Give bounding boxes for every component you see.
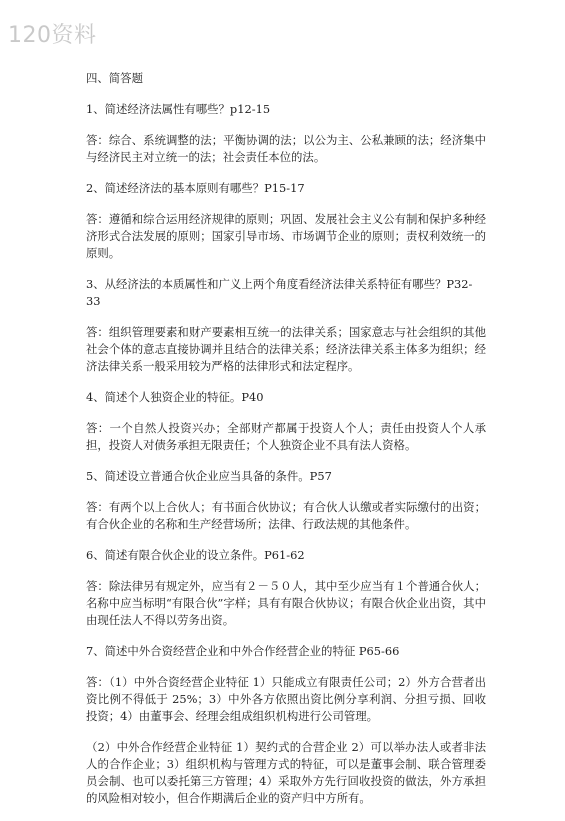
answer-1: 答：综合、系统调整的法；平衡协调的法；以公为主、公私兼顾的法；经济集中与经济民主对立统一的法；社会责任本位的法。 bbox=[86, 133, 486, 164]
answer-4: 答：一个自然人投资兴办；全部财产都属于投资人个人；责任由投资人个人承担，投资人对债务承担无限责任；个人独资企业不具有法人资格。 bbox=[86, 421, 486, 452]
document-body bbox=[86, 70, 486, 821]
section-heading: 四、简答题 bbox=[86, 71, 143, 85]
qa-item bbox=[86, 468, 486, 533]
question-4: 4、简述个人独资企业的特征。P40 bbox=[86, 390, 264, 404]
qa-item bbox=[86, 101, 486, 166]
question-7: 7、简述中外合资经营企业和中外合作经营企业的特征 P65-66 bbox=[86, 644, 400, 658]
qa-item bbox=[86, 643, 486, 725]
qa-item bbox=[86, 276, 486, 375]
answer-3: 答：组织管理要素和财产要素相互统一的法律关系；国家意志与社会组织的其他社会个体的意志直接协调并且结合的法律关系；经济法律关系主体多为组织；经济法律关系一般采用较为严格的法律形式和法定程序。 bbox=[86, 325, 486, 373]
question-3: 3、从经济法的本质属性和广义上两个角度看经济法律关系特征有哪些？P32-33 bbox=[86, 277, 473, 308]
answer-6: 答：除法律另有规定外，应当有２－５０人，其中至少应当有１个普通合伙人；名称中应当标明“有限合伙”字样；具有有限合伙协议；有限合伙企业出资，其中由现任法人不得以劳务出资。 bbox=[86, 579, 486, 627]
answer-7-part-2: （2）中外合作经营企业特征 1）契约式的合营企业 2）可以举办法人或者非法人的合作企业；3）组织机构与管理方式的特征，可以是董事会制、联合管理委员会制、也可以委托第三方管理；4）采取外方先行回收投资的做法，外方承担的风险相对较小，但合作期满后企业的资产归中方所有。 bbox=[86, 740, 486, 805]
answer-7: 答：（1）中外合资经营企业特征 1）只能成立有限责任公司；2）外方合营者出资比例不得低于 25%；3）中外各方依照出资比例分享利润、分担亏损、回收投资；4）由董事会、经理会组成组织机构进行公司管理。 bbox=[86, 675, 486, 723]
answer-5: 答：有两个以上合伙人；有书面合伙协议；有合伙人认缴或者实际缴付的出资；有合伙企业的名称和生产经营场所；法律、行政法规的其他条件。 bbox=[86, 500, 486, 531]
question-1: 1、简述经济法属性有哪些？p12-15 bbox=[86, 102, 271, 116]
question-6: 6、简述有限合伙企业的设立条件。P61-62 bbox=[86, 548, 305, 562]
watermark-logo: 120资料 bbox=[8, 23, 97, 48]
question-5: 5、简述设立普通合伙企业应当具备的条件。P57 bbox=[86, 469, 332, 483]
qa-item bbox=[86, 389, 486, 454]
qa-item bbox=[86, 180, 486, 262]
qa-item bbox=[86, 547, 486, 629]
question-2: 2、简述经济法的基本原则有哪些？P15-17 bbox=[86, 181, 305, 195]
answer-2: 答：遵循和综合运用经济规律的原则；巩固、发展社会主义公有制和保护多种经济形式合法发展的原则；国家引导市场、市场调节企业的原则；责权利效统一的原则。 bbox=[86, 212, 486, 260]
